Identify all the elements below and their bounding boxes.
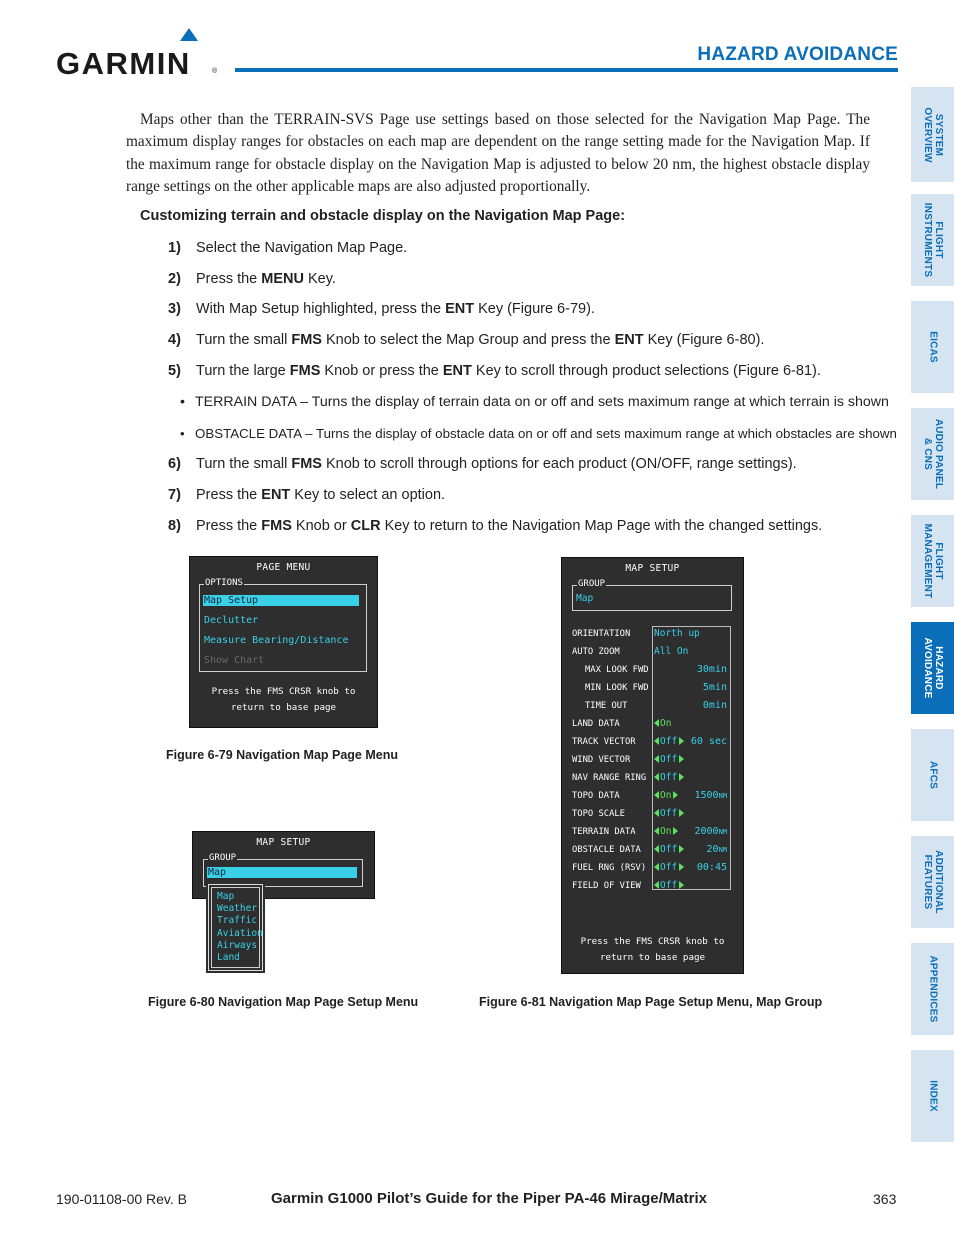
fig81-topo-data-range[interactable]: 1500NM <box>694 790 727 801</box>
fig80-group-label: GROUP <box>209 853 237 863</box>
fig81-time-out-range[interactable]: 0min <box>702 700 727 711</box>
fig79-item-measure-bearing[interactable]: Measure Bearing/Distance <box>204 635 349 646</box>
step-5: 5) Turn the large FMS Knob or press the ENT Key to scroll through product selections (Figure 6-81). <box>168 363 821 379</box>
fig81-obstacle-data-toggle[interactable]: Off <box>654 844 684 855</box>
step-2: 2) Press the MENU Key. <box>168 271 336 287</box>
fig81-track-vector-range[interactable]: 60 sec <box>690 736 727 747</box>
bullet-terrain-data: • TERRAIN DATA – Turns the display of terrain data on or off and sets maximum range at which terrain is shown <box>180 394 889 410</box>
tab-index[interactable]: INDEX <box>911 1050 954 1142</box>
step-3: 3) With Map Setup highlighted, press the ENT Key (Figure 6-79). <box>168 301 595 317</box>
fig81-selected-group[interactable]: Map <box>576 593 594 604</box>
fig81-footer-line-2: return to base page <box>599 952 706 963</box>
fig81-row-label: MIN LOOK FWD <box>585 683 649 693</box>
step-4: 4) Turn the small FMS Knob to select the Map Group and press the ENT Key (Figure 6-80). <box>168 332 765 348</box>
fig81-auto-zoom-value[interactable]: All On <box>654 646 689 657</box>
fig79-group-label: OPTIONS <box>205 578 243 588</box>
arrow-right-icon <box>673 791 678 799</box>
fig81-terrain-data-range[interactable]: 2000NM <box>694 826 727 837</box>
arrow-right-icon <box>679 809 684 817</box>
fig81-min-look-fwd-range[interactable]: 5min <box>702 682 727 693</box>
fig81-orientation-value[interactable]: North up <box>654 628 700 639</box>
fig79-item-declutter[interactable]: Declutter <box>204 615 259 626</box>
fig79-footer-line-1: Press the FMS CRSR knob to <box>211 686 356 697</box>
fig81-nav-range-ring-toggle[interactable]: Off <box>654 772 684 783</box>
fig81-field-of-view-toggle[interactable]: Off <box>654 880 684 891</box>
fig81-group-box <box>572 579 732 611</box>
tab-afcs[interactable]: AFCS <box>911 729 954 821</box>
fig80-option-land[interactable]: Land <box>217 952 240 963</box>
arrow-right-icon <box>679 863 684 871</box>
fig81-row-label: NAV RANGE RING <box>572 773 647 783</box>
fig80-option-map[interactable]: Map <box>217 891 235 902</box>
footer-title: Garmin G1000 Pilot’s Guide for the Piper PA-46 Mirage/Matrix <box>271 1190 707 1207</box>
step-7: 7) Press the ENT Key to select an option. <box>168 487 446 503</box>
tab-system-overview[interactable]: SYSTEM OVERVIEW <box>911 87 954 182</box>
arrow-right-icon <box>673 827 678 835</box>
fig80-selected-group[interactable]: Map <box>207 867 357 878</box>
section-title: HAZARD AVOIDANCE <box>697 44 898 65</box>
fig81-row-label: OBSTACLE DATA <box>572 845 641 855</box>
fig81-row-label: ORIENTATION <box>572 629 631 639</box>
step-1: 1) Select the Navigation Map Page. <box>168 240 408 256</box>
fig79-caption: Figure 6-79 Navigation Map Page Menu <box>166 748 398 762</box>
fig81-row-label: MAX LOOK FWD <box>585 665 649 675</box>
logo-triangle-icon <box>180 28 198 41</box>
fig81-row-label: TOPO SCALE <box>572 809 625 819</box>
arrow-left-icon <box>654 881 659 889</box>
arrow-right-icon <box>679 737 684 745</box>
logo-text: GARMIN <box>56 46 191 81</box>
fig79-item-map-setup[interactable]: Map Setup <box>203 595 359 606</box>
step-6: 6) Turn the small FMS Knob to scroll through options for each product (ON/OFF, range settings). <box>168 456 797 472</box>
fig81-row-label: TOPO DATA <box>572 791 620 801</box>
logo-registered-mark: ® <box>212 68 218 75</box>
fig81-fuel-rng-range[interactable]: 00:45 <box>696 862 727 873</box>
fig81-row-label: TRACK VECTOR <box>572 737 636 747</box>
arrow-right-icon <box>679 773 684 781</box>
header-rule <box>235 68 898 72</box>
fig81-terrain-data-toggle[interactable]: On <box>654 826 678 837</box>
footer-doc-number: 190-01108-00 Rev. B <box>56 1191 188 1207</box>
fig81-row-label: FIELD OF VIEW <box>572 881 641 891</box>
fig79-title: PAGE MENU <box>256 562 311 573</box>
fig81-row-label: TERRAIN DATA <box>572 827 636 837</box>
tab-flight-management[interactable]: FLIGHT MANAGEMENT <box>911 515 954 607</box>
step-8: 8) Press the FMS Knob or CLR Key to return to the Navigation Map Page with the changed settings. <box>168 518 823 534</box>
fig81-row-label: LAND DATA <box>572 719 620 729</box>
fig81-track-vector-toggle[interactable]: Off <box>654 736 684 747</box>
fig81-group-label: GROUP <box>578 579 606 589</box>
arrow-right-icon <box>679 845 684 853</box>
fig81-land-data-toggle[interactable]: On <box>654 718 671 729</box>
procedure-heading: Customizing terrain and obstacle display on the Navigation Map Page: <box>140 208 626 224</box>
fig80-option-aviation[interactable]: Aviation <box>217 928 263 939</box>
fig81-fuel-rng-toggle[interactable]: Off <box>654 862 684 873</box>
arrow-right-icon <box>679 755 684 763</box>
fig81-row-label: FUEL RNG (RSV) <box>572 863 647 873</box>
tab-additional-features[interactable]: ADDITIONAL FEATURES <box>911 836 954 928</box>
fig80-option-weather[interactable]: Weather <box>217 903 258 914</box>
garmin-logo <box>56 28 220 81</box>
fig81-row-label: WIND VECTOR <box>572 755 631 765</box>
arrow-left-icon <box>654 791 659 799</box>
intro-paragraph: Maps other than the TERRAIN-SVS Page use settings based on those selected for the Navigation Map Page. The maximum display ranges for obstacles on each map are dependent on the range setting made for the Navigation Map. If the maximum range for obstacle display on the Navigation Map is adjusted to below 20 nm, the highest obstacle display range settings on the other applicable maps are also adjusted proportionally. <box>126 111 870 196</box>
fig81-topo-data-toggle[interactable]: On <box>654 790 678 801</box>
fig80-option-traffic[interactable]: Traffic <box>217 915 258 926</box>
fig79-options-box <box>199 578 367 672</box>
arrow-left-icon <box>654 773 659 781</box>
tab-flight-instruments[interactable]: FLIGHT INSTRUMENTS <box>911 194 954 286</box>
fig81-topo-scale-toggle[interactable]: Off <box>654 808 684 819</box>
arrow-left-icon <box>654 737 659 745</box>
fig80-group-dropdown[interactable] <box>208 884 263 971</box>
bullet-obstacle-data: • OBSTACLE DATA – Turns the display of obstacle data on or off and sets maximum range at which obstacles are shown <box>180 426 897 441</box>
fig81-row-label: TIME OUT <box>585 701 628 711</box>
fig79-footer-line-2: return to base page <box>230 702 337 713</box>
fig81-obstacle-data-range[interactable]: 20NM <box>706 844 727 855</box>
fig81-wind-vector-toggle[interactable]: Off <box>654 754 684 765</box>
tab-eicas[interactable]: EICAS <box>911 301 954 393</box>
arrow-left-icon <box>654 809 659 817</box>
arrow-left-icon <box>654 719 659 727</box>
fig81-row-label: AUTO ZOOM <box>572 647 620 657</box>
tab-audio-panel-cns[interactable]: AUDIO PANEL & CNS <box>911 408 954 500</box>
arrow-left-icon <box>654 845 659 853</box>
arrow-left-icon <box>654 827 659 835</box>
fig81-title: MAP SETUP <box>625 563 680 574</box>
fig79-page-menu-screen <box>189 556 378 728</box>
tab-hazard-avoidance[interactable]: HAZARD AVOIDANCE <box>911 622 954 714</box>
fig80-caption: Figure 6-80 Navigation Map Page Setup Menu <box>148 995 419 1009</box>
footer-page-number: 363 <box>873 1191 897 1207</box>
fig79-item-show-chart: Show Chart <box>204 655 265 666</box>
fig80-group-box <box>203 853 363 887</box>
fig81-max-look-fwd-range[interactable]: 30min <box>696 664 727 675</box>
fig80-option-airways[interactable]: Airways <box>217 940 258 951</box>
fig81-map-setup-screen <box>561 557 744 974</box>
arrow-left-icon <box>654 755 659 763</box>
fig81-footer-line-1: Press the FMS CRSR knob to <box>580 936 725 947</box>
tab-appendices[interactable]: APPENDICES <box>911 943 954 1035</box>
fig81-caption: Figure 6-81 Navigation Map Page Setup Menu, Map Group <box>479 995 823 1009</box>
arrow-left-icon <box>654 863 659 871</box>
fig80-title: MAP SETUP <box>256 837 311 848</box>
arrow-right-icon <box>679 881 684 889</box>
